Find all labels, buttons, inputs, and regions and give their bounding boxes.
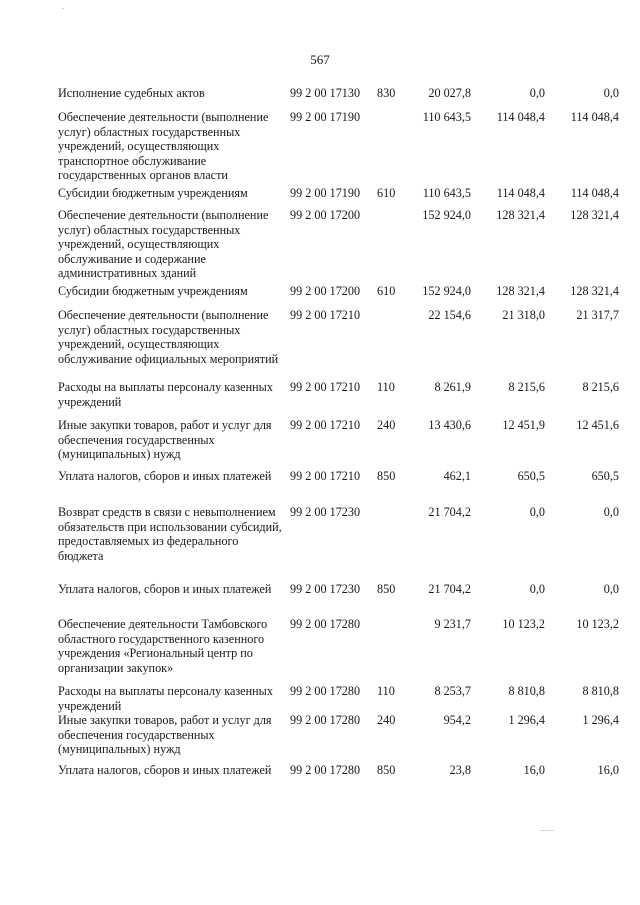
row-value-2: 114 048,4	[496, 186, 545, 200]
row-value-3: 114 048,4	[570, 110, 619, 124]
row-code: 99 2 00 17190	[290, 110, 361, 124]
row-expense-type	[377, 617, 400, 675]
row-code: 99 2 00 17230	[290, 505, 361, 519]
row-value-3: 8 810,8	[582, 684, 619, 698]
scan-speck	[62, 8, 64, 9]
row-expense-type: 830	[377, 86, 396, 100]
row-name: Обеспечение деятельности (выполнение услуг) областных государственных учреждений, осуществляющих транспортное обслуживание государственных органов власти	[58, 110, 269, 183]
row-value-3: 1 296,4	[582, 713, 619, 727]
row-name: Уплата налогов, сборов и иных платежей	[58, 763, 272, 777]
row-expense-type	[377, 110, 400, 183]
table-row	[58, 418, 626, 462]
row-value-1: 110 643,5	[422, 110, 471, 124]
row-value-3: 128 321,4	[570, 208, 619, 222]
row-name: Уплата налогов, сборов и иных платежей	[58, 582, 272, 596]
row-value-3: 12 451,6	[576, 418, 619, 432]
row-expense-type: 240	[377, 713, 396, 727]
row-code: 99 2 00 17130	[290, 86, 361, 100]
row-expense-type	[377, 308, 400, 366]
row-value-1: 20 027,8	[428, 86, 471, 100]
table-row	[58, 284, 626, 299]
row-name: Уплата налогов, сборов и иных платежей	[58, 469, 272, 483]
scan-speck	[540, 830, 554, 831]
row-code: 99 2 00 17210	[290, 469, 361, 483]
row-value-3: 114 048,4	[570, 186, 619, 200]
row-code: 99 2 00 17280	[290, 617, 361, 631]
row-expense-type: 610	[377, 284, 396, 298]
table-row	[58, 308, 626, 366]
row-value-1: 954,2	[443, 713, 471, 727]
row-expense-type: 850	[377, 763, 396, 777]
row-name: Обеспечение деятельности (выполнение услуг) областных государственных учреждений, осуществляющих обслуживание официальных мероприятий	[58, 308, 279, 366]
row-code: 99 2 00 17230	[290, 582, 361, 596]
row-expense-type	[377, 208, 400, 281]
row-value-2: 12 451,9	[502, 418, 545, 432]
row-value-2: 8 810,8	[508, 684, 545, 698]
row-value-2: 0,0	[529, 582, 545, 596]
table-row	[58, 208, 626, 281]
row-value-2: 21 318,0	[502, 308, 545, 322]
row-value-1: 21 704,2	[428, 505, 471, 519]
row-name: Расходы на выплаты персоналу казенных учреждений	[58, 684, 273, 713]
row-name: Расходы на выплаты персоналу казенных учреждений	[58, 380, 273, 409]
row-value-1: 8 261,9	[434, 380, 471, 394]
row-value-1: 21 704,2	[428, 582, 471, 596]
row-value-2: 1 296,4	[508, 713, 545, 727]
row-expense-type: 850	[377, 469, 396, 483]
row-value-3: 0,0	[603, 86, 619, 100]
row-value-3: 0,0	[603, 582, 619, 596]
row-expense-type: 240	[377, 418, 396, 432]
row-value-1: 13 430,6	[428, 418, 471, 432]
row-code: 99 2 00 17280	[290, 684, 361, 698]
row-value-1: 22 154,6	[428, 308, 471, 322]
row-value-2: 650,5	[517, 469, 545, 483]
table-row	[58, 684, 626, 713]
table-row	[58, 380, 626, 409]
row-name: Обеспечение деятельности (выполнение услуг) областных государственных учреждений, осуществляющих обслуживание и содержание административных зданий	[58, 208, 269, 281]
row-name: Субсидии бюджетным учреждениям	[58, 284, 248, 298]
table-row	[58, 582, 626, 597]
row-value-2: 0,0	[529, 505, 545, 519]
table-row	[58, 186, 626, 201]
row-value-1: 110 643,5	[422, 186, 471, 200]
row-expense-type: 110	[377, 380, 395, 394]
row-expense-type: 610	[377, 186, 396, 200]
row-value-2: 128 321,4	[496, 284, 545, 298]
row-name: Иные закупки товаров, работ и услуг для обеспечения государственных (муниципальных) нужд	[58, 713, 272, 757]
row-value-3: 0,0	[603, 505, 619, 519]
table-row	[58, 110, 626, 183]
row-code: 99 2 00 17200	[290, 208, 361, 222]
row-value-3: 650,5	[591, 469, 619, 483]
row-code: 99 2 00 17200	[290, 284, 361, 298]
row-value-3: 16,0	[597, 763, 619, 777]
row-code: 99 2 00 17210	[290, 380, 361, 394]
row-value-1: 152 924,0	[422, 284, 471, 298]
row-expense-type	[377, 505, 400, 563]
row-name: Субсидии бюджетным учреждениям	[58, 186, 248, 200]
row-name: Обеспечение деятельности Тамбовского областного государственного казенного учреждения «Региональный центр по организации закупок»	[58, 617, 268, 675]
row-value-2: 128 321,4	[496, 208, 545, 222]
table-row	[58, 505, 626, 563]
row-name: Иные закупки товаров, работ и услуг для обеспечения государственных (муниципальных) нужд	[58, 418, 272, 462]
row-value-2: 0,0	[529, 86, 545, 100]
row-value-3: 10 123,2	[576, 617, 619, 631]
row-code: 99 2 00 17280	[290, 713, 361, 727]
row-value-3: 21 317,7	[576, 308, 619, 322]
row-value-1: 9 231,7	[434, 617, 471, 631]
row-name: Возврат средств в связи с невыполнением обязательств при использовании субсидий, предоставляемых из федерального бюджета	[58, 505, 282, 563]
row-name: Исполнение судебных актов	[58, 86, 205, 100]
table-row	[58, 469, 626, 484]
table-row	[58, 763, 626, 778]
table-row	[58, 86, 626, 101]
row-value-2: 114 048,4	[496, 110, 545, 124]
row-code: 99 2 00 17190	[290, 186, 361, 200]
row-code: 99 2 00 17280	[290, 763, 361, 777]
row-value-2: 10 123,2	[502, 617, 545, 631]
row-expense-type: 110	[377, 684, 395, 698]
row-value-2: 16,0	[523, 763, 545, 777]
row-code: 99 2 00 17210	[290, 308, 361, 322]
row-value-1: 462,1	[443, 469, 471, 483]
table-row	[58, 617, 626, 675]
table-row	[58, 713, 626, 757]
row-value-1: 152 924,0	[422, 208, 471, 222]
row-expense-type: 850	[377, 582, 396, 596]
page-number: 567	[310, 52, 330, 67]
row-value-1: 23,8	[449, 763, 471, 777]
row-code: 99 2 00 17210	[290, 418, 361, 432]
row-value-1: 8 253,7	[434, 684, 471, 698]
row-value-2: 8 215,6	[508, 380, 545, 394]
row-value-3: 8 215,6	[582, 380, 619, 394]
row-value-3: 128 321,4	[570, 284, 619, 298]
